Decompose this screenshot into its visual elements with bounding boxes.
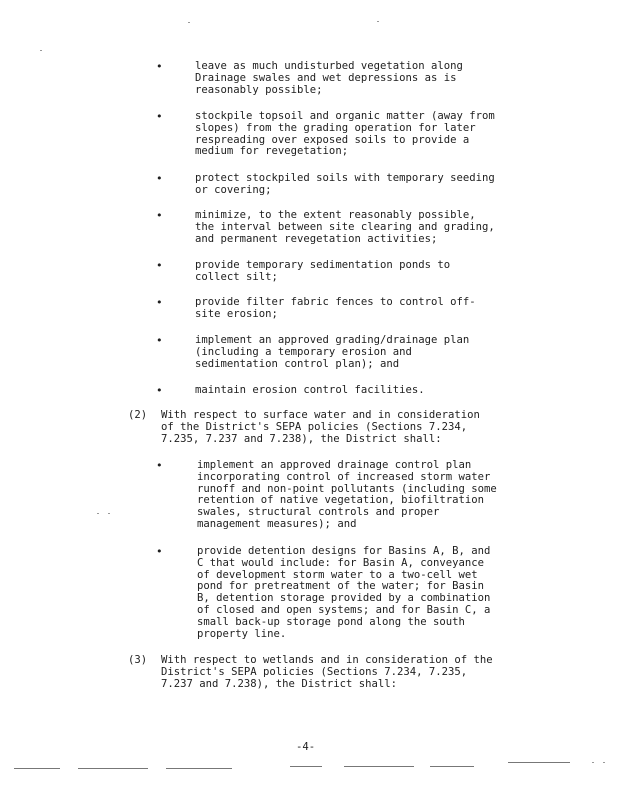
list-item-8: maintain erosion control facilities.	[195, 384, 425, 396]
bullet-8: •	[156, 384, 163, 397]
scan-rule-2	[78, 768, 148, 769]
scan-rule-1	[14, 768, 60, 769]
bullet-5: •	[156, 259, 163, 272]
bullet-7: •	[156, 334, 163, 347]
scan-speck-4	[97, 513, 99, 514]
bullet-3: •	[156, 172, 163, 185]
scan-speck-3	[40, 50, 42, 51]
scan-rule-6	[430, 766, 474, 767]
scan-speck-7	[603, 762, 605, 763]
paragraph-2-text: With respect to surface water and in consideration of the District's SEPA policies (Sections 7.234, 7.235, 7.237 and 7.238), the District shall:	[161, 409, 480, 445]
paragraph-3-text: With respect to wetlands and in consideration of the District's SEPA policies (Sections 7.234, 7.235, 7.237 and 7.238), the District shall:	[161, 654, 493, 690]
paragraph-3-number: (3)	[128, 654, 148, 666]
bullet-9: •	[156, 459, 163, 472]
bullet-2: •	[156, 110, 163, 123]
list-item-6: provide filter fabric fences to control off- site erosion;	[195, 296, 476, 320]
bullet-1: •	[156, 60, 163, 73]
paragraph-2-number: (2)	[128, 409, 148, 421]
list-item-9: implement an approved drainage control plan incorporating control of increased storm water runoff and non-point pollutants (including some retention of native vegetation, biofiltration swales, structural controls and proper management measures); and	[197, 459, 497, 530]
list-item-4: minimize, to the extent reasonably possible, the interval between site clearing and grading, and permanent revegetation activities;	[195, 209, 495, 245]
scan-speck-6	[592, 762, 594, 763]
scan-speck-5	[108, 513, 110, 514]
scan-rule-4	[290, 766, 322, 767]
scan-rule-7	[508, 762, 570, 763]
list-item-10: provide detention designs for Basins A, B, and C that would include: for Basin A, conveyance of development storm water to a two-cell wet pond for pretreatment of the water; for Basin B, detention storage provided by a combination of closed and open systems; and for Basin C, a small back-up storage pond along the south property line.	[197, 545, 491, 640]
bullet-10: •	[156, 545, 163, 558]
list-item-1: leave as much undisturbed vegetation along Drainage swales and wet depressions as is reasonably possible;	[195, 60, 463, 96]
bullet-6: •	[156, 296, 163, 309]
page-number: -4-	[296, 741, 316, 753]
list-item-7: implement an approved grading/drainage plan (including a temporary erosion and sedimentation control plan); and	[195, 334, 470, 370]
scan-speck-1	[188, 22, 190, 23]
scan-speck-2	[377, 21, 379, 22]
scan-rule-3	[166, 768, 232, 769]
bullet-4: •	[156, 209, 163, 222]
scan-rule-5	[344, 766, 414, 767]
list-item-3: protect stockpiled soils with temporary seeding or covering;	[195, 172, 495, 196]
list-item-2: stockpile topsoil and organic matter (away from slopes) from the grading operation for later respreading over exposed soils to provide a medium for revegetation;	[195, 110, 495, 158]
list-item-5: provide temporary sedimentation ponds to collect silt;	[195, 259, 451, 283]
